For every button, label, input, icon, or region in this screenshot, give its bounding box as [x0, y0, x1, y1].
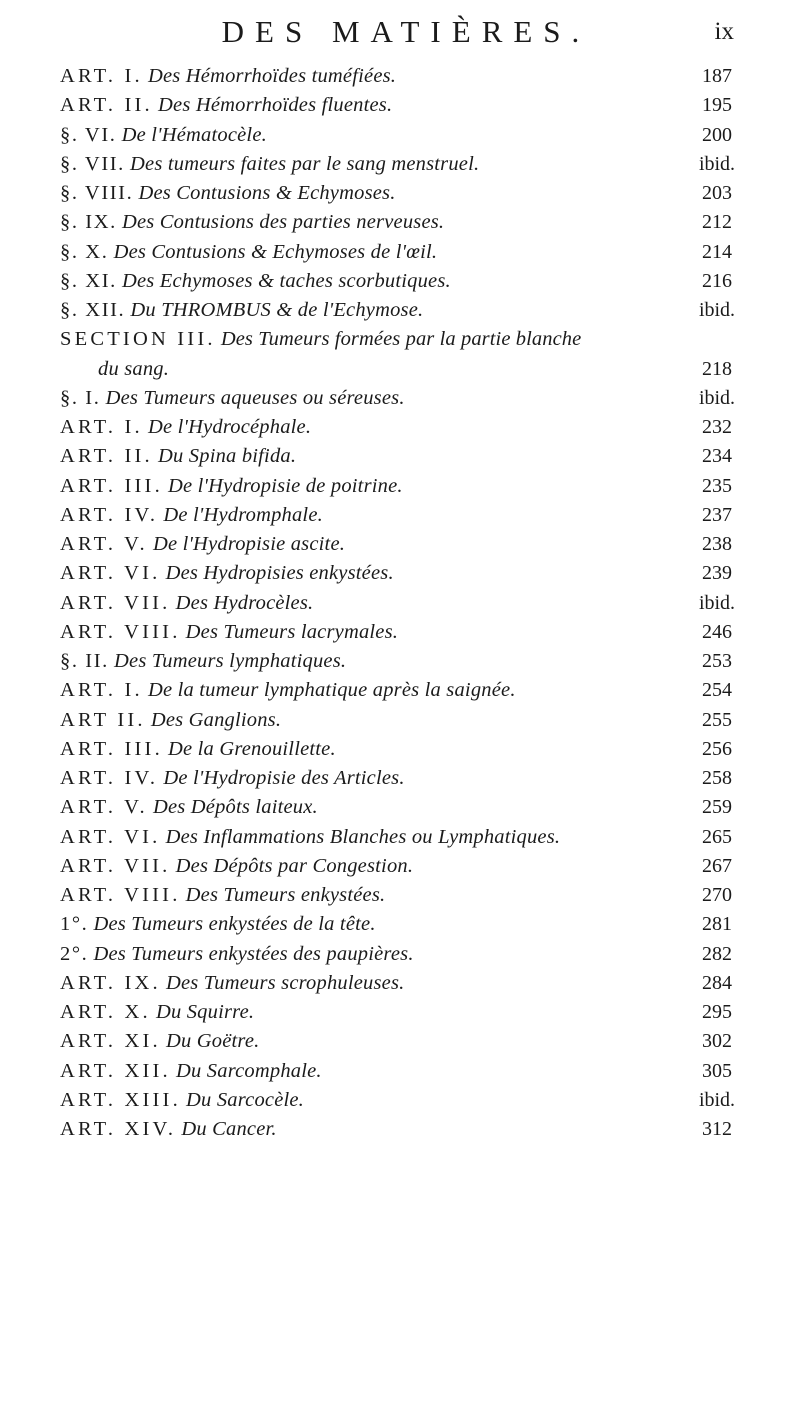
entry-label: ART. IX. — [60, 971, 161, 994]
entry-page-number: 270 — [702, 884, 732, 906]
toc-entry — [60, 150, 740, 179]
entry-label: §. X. — [60, 240, 109, 263]
entry-page-number: ibid. — [698, 1088, 736, 1111]
toc-entry — [60, 208, 740, 237]
entry-title: Des Contusions des parties nerveuses. — [121, 211, 445, 234]
entry-page-number: 195 — [702, 94, 732, 117]
entry-title: Du Spina bifida. — [158, 445, 297, 468]
entry-page-number: 267 — [702, 854, 732, 877]
entry-title: Du Cancer. — [181, 1118, 277, 1140]
entry-page-number: 302 — [702, 1030, 732, 1053]
entry-page-number: 212 — [702, 211, 732, 234]
entry-page-number: 214 — [702, 240, 732, 263]
entry-label: 2°. — [60, 942, 89, 965]
entry-label: 1°. — [60, 913, 89, 936]
entry-page-number: ibid. — [698, 152, 736, 175]
toc-entry — [60, 530, 740, 559]
entry-page-number: 312 — [702, 1118, 732, 1140]
entry-label: §. IX. — [60, 211, 117, 234]
entry-label: ART. XI. — [60, 1030, 161, 1053]
entry-page-number: ibid. — [698, 386, 736, 409]
toc-entry — [60, 238, 740, 267]
toc-entry — [60, 91, 740, 120]
entry-label: ART. I. — [60, 679, 143, 702]
entry-label: ART. III. — [60, 474, 163, 497]
entry-title: De l'Hydropisie de poitrine. — [168, 474, 403, 497]
entry-title: De l'Hématocèle. — [121, 123, 267, 146]
entry-label: ART. VIII. — [60, 620, 181, 643]
entry-page-number: 284 — [702, 971, 732, 994]
entry-title: Du Squirre. — [155, 1001, 255, 1023]
entry-page-number: 253 — [702, 650, 732, 672]
toc-entry — [60, 793, 740, 822]
entry-label: ART. VII. — [60, 854, 171, 877]
toc-entry — [60, 647, 740, 676]
entry-page-number: 218 — [702, 357, 732, 380]
toc-entry — [60, 62, 740, 91]
entry-title: Des tumeurs faites par le sang menstruel. — [130, 152, 480, 175]
entry-title: Du Sarcomphale. — [176, 1059, 322, 1082]
toc-entry — [60, 969, 740, 998]
entry-page-number: 235 — [702, 474, 732, 497]
entry-label: ART. V. — [60, 533, 148, 555]
entry-label: §. XII. — [60, 299, 126, 321]
entry-title: Des Tumeurs aqueuses ou séreuses. — [105, 386, 405, 409]
entry-label: ART. VIII. — [60, 884, 181, 906]
entry-page-number: 259 — [702, 796, 732, 819]
entry-page-number: 282 — [702, 942, 732, 965]
entry-label: ART. XIII. — [60, 1088, 181, 1111]
entry-label: ART. I. — [60, 416, 143, 438]
entry-page-number: 237 — [702, 503, 732, 526]
toc-entry — [60, 1057, 740, 1086]
toc-entry — [60, 764, 740, 793]
toc-entry — [60, 735, 740, 764]
toc-entry — [60, 267, 740, 296]
entry-label: ART. XII. — [60, 1059, 171, 1082]
entry-label: §. I. — [60, 386, 101, 409]
toc-entry — [60, 676, 740, 705]
entry-title: Des Ganglions. — [150, 708, 282, 731]
entry-page-number: 234 — [702, 445, 732, 468]
entry-title: Des Tumeurs formées par la partie blanche — [220, 328, 582, 351]
entry-title: De l'Hydrocéphale. — [147, 416, 312, 438]
entry-title: De la tumeur lymphatique après la saignée. — [147, 679, 516, 702]
toc-entry — [60, 179, 740, 208]
entry-title: du sang. — [98, 357, 170, 380]
entry-title: Des Echymoses & taches scorbutiques. — [121, 269, 451, 292]
entry-page-number: 265 — [702, 825, 732, 848]
entry-title: Des Contusions & Echymoses de l'œil. — [113, 240, 438, 263]
toc-entry — [60, 998, 740, 1027]
entry-title: Des Tumeurs enkystées des paupières. — [93, 942, 414, 965]
entry-page-number: 246 — [702, 620, 732, 643]
entry-page-number: 295 — [702, 1001, 732, 1023]
entry-label: ART. IV. — [60, 503, 159, 526]
entry-title: De l'Hydropisie des Articles. — [163, 767, 405, 789]
entry-label: §. XI. — [60, 269, 117, 292]
entry-title: Des Tumeurs lacrymales. — [185, 620, 399, 643]
entry-title: Du Sarcocèle. — [186, 1088, 305, 1111]
toc-entry — [60, 706, 740, 735]
entry-title: Des Hydropisies enkystées. — [165, 562, 394, 585]
entry-page-number: ibid. — [698, 591, 736, 614]
toc-entry — [60, 1115, 740, 1144]
entry-title: Des Hémorrhoïdes tuméfiées. — [147, 65, 397, 87]
toc-entry — [60, 501, 740, 530]
toc-entry — [60, 881, 740, 910]
entry-title: De l'Hydropisie ascite. — [152, 533, 346, 555]
toc-entry — [60, 296, 740, 325]
entry-label: ART II. — [60, 708, 146, 731]
entry-page-number: 187 — [702, 65, 732, 87]
entry-label: ART. II. — [60, 445, 153, 468]
toc-entry — [60, 413, 740, 442]
toc-entry — [60, 121, 740, 150]
entry-title: Des Tumeurs lymphatiques. — [114, 650, 347, 672]
entry-title: Des Inflammations Blanches ou Lymphatiques. — [165, 825, 561, 848]
entry-page-number: 203 — [702, 182, 732, 204]
entry-page-number: 216 — [702, 269, 732, 292]
entry-page-number: 232 — [702, 416, 732, 438]
entry-label: §. VI. — [60, 123, 117, 146]
entry-label: §. VIII. — [60, 182, 134, 204]
table-of-contents — [60, 62, 740, 1144]
toc-entry — [60, 325, 740, 354]
entry-label: ART. III. — [60, 737, 163, 760]
entry-label: §. II. — [60, 650, 109, 672]
entry-title: Des Hémorrhoïdes fluentes. — [158, 94, 393, 117]
entry-page-number: 258 — [702, 767, 732, 789]
entry-title: Des Hydrocèles. — [175, 591, 314, 614]
entry-label: ART. XIV. — [60, 1118, 177, 1140]
entry-title: De la Grenouillette. — [168, 737, 336, 760]
entry-label: ART. VI. — [60, 825, 161, 848]
toc-entry — [60, 823, 740, 852]
toc-entry — [60, 910, 740, 939]
entry-label: ART. IV. — [60, 767, 159, 789]
toc-entry — [60, 559, 740, 588]
entry-title: Des Tumeurs scrophuleuses. — [165, 971, 405, 994]
entry-title: Des Contusions & Echymoses. — [138, 182, 396, 204]
entry-title: De l'Hydromphale. — [163, 503, 323, 526]
toc-entry — [60, 472, 740, 501]
entry-label: ART. II. — [60, 94, 153, 117]
entry-label: SECTION III. — [60, 328, 216, 351]
entry-page-number: 305 — [702, 1059, 732, 1082]
entry-label: ART. VI. — [60, 562, 161, 585]
page-number: ix — [714, 18, 734, 45]
entry-page-number: 281 — [702, 913, 732, 936]
entry-page-number: 254 — [702, 679, 732, 702]
entry-page-number: 255 — [702, 708, 732, 731]
running-header — [60, 12, 740, 52]
entry-title: Des Tumeurs enkystées. — [185, 884, 386, 906]
entry-title: Des Tumeurs enkystées de la tête. — [93, 913, 376, 936]
entry-title: Du THROMBUS & de l'Echymose. — [130, 299, 424, 321]
entry-title: Des Dépôts par Congestion. — [175, 854, 414, 877]
entry-label: ART. VII. — [60, 591, 171, 614]
entry-label: ART. I. — [60, 65, 143, 87]
toc-entry — [60, 589, 740, 618]
toc-entry — [60, 852, 740, 881]
entry-page-number: 238 — [702, 533, 732, 555]
toc-entry — [60, 355, 740, 384]
entry-label: §. VII. — [60, 152, 125, 175]
toc-entry — [60, 384, 740, 413]
entry-page-number: ibid. — [698, 299, 736, 321]
toc-entry — [60, 618, 740, 647]
toc-entry — [60, 442, 740, 471]
entry-title: Du Goëtre. — [165, 1030, 260, 1053]
entry-page-number: 200 — [702, 123, 732, 146]
toc-entry — [60, 1086, 740, 1115]
entry-title: Des Dépôts laiteux. — [152, 796, 318, 819]
toc-entry — [60, 940, 740, 969]
entry-label: ART. X. — [60, 1001, 151, 1023]
entry-label: ART. V. — [60, 796, 148, 819]
entry-page-number: 256 — [702, 737, 732, 760]
entry-page-number: 239 — [702, 562, 732, 585]
running-title: DES MATIÈRES. — [221, 14, 591, 49]
toc-entry — [60, 1027, 740, 1056]
